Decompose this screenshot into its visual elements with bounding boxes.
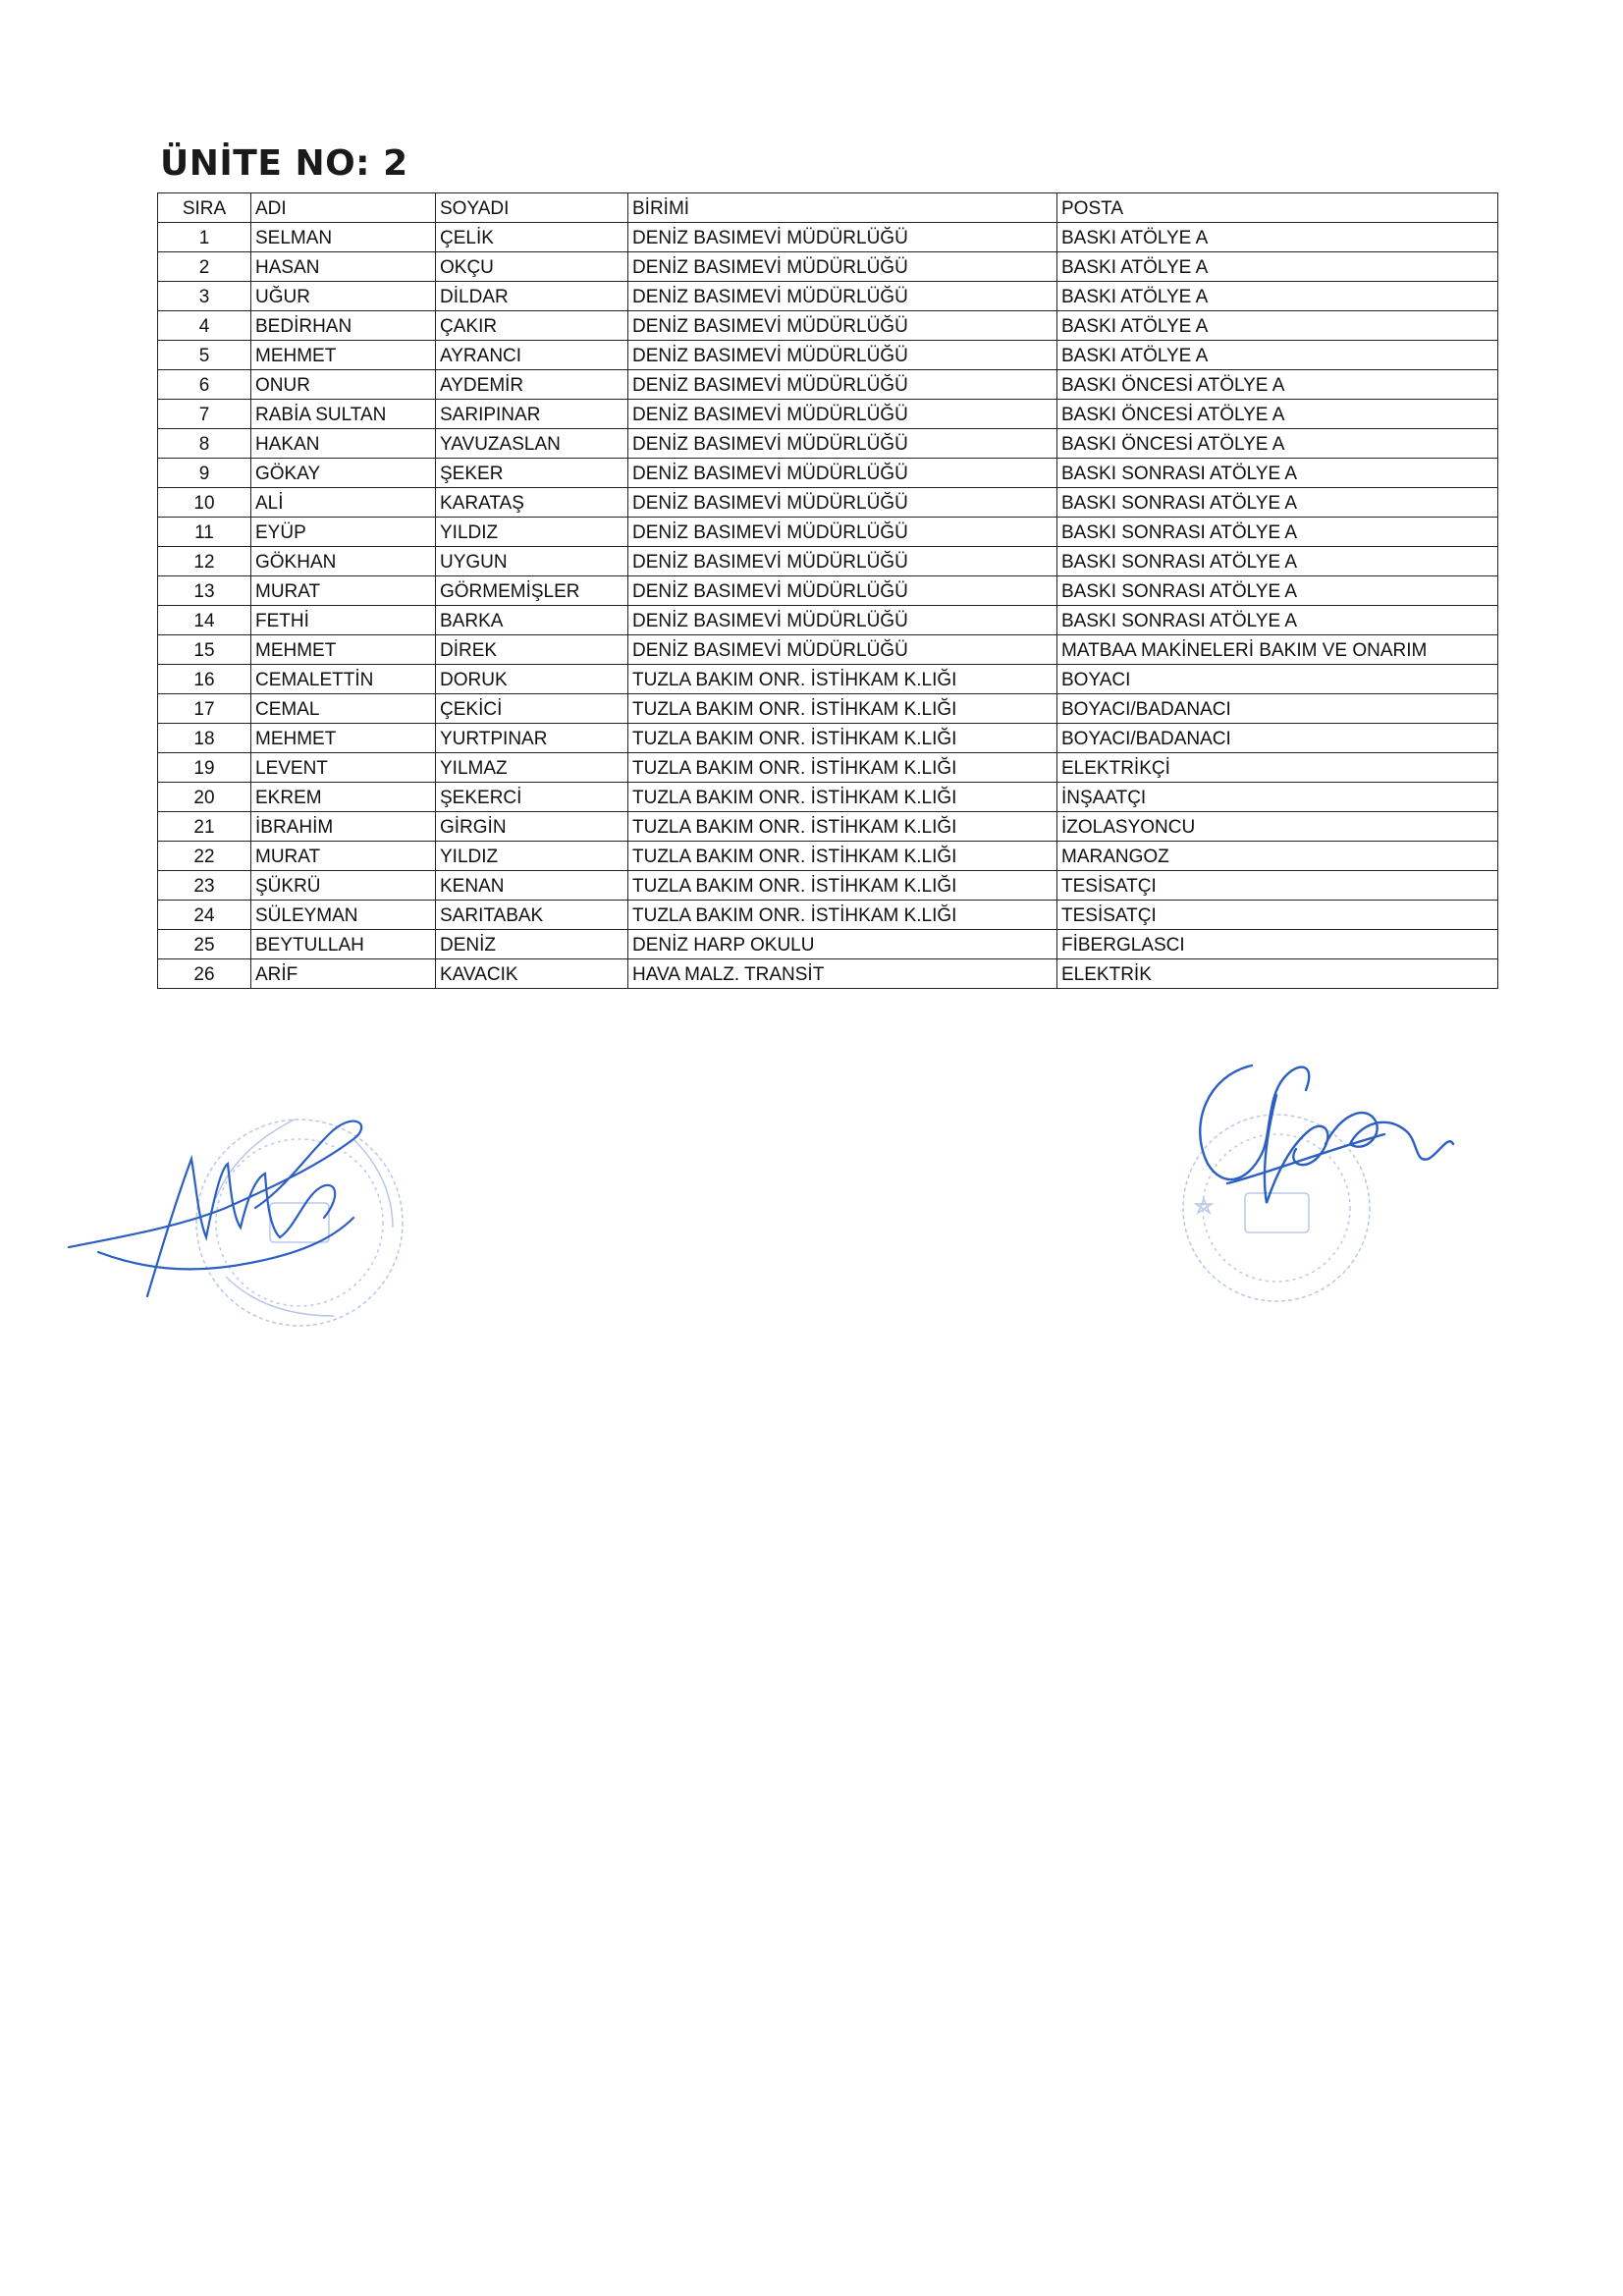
table-row	[158, 459, 1498, 488]
cell-sira: 4	[158, 311, 251, 341]
cell-adi: MEHMET	[251, 341, 436, 370]
cell-posta: ELEKTRİK	[1057, 959, 1498, 989]
cell-sira: 9	[158, 459, 251, 488]
cell-sira: 16	[158, 665, 251, 694]
cell-adi: GÖKHAN	[251, 547, 436, 576]
cell-posta: TESİSATÇI	[1057, 871, 1498, 901]
cell-birimi: TUZLA BAKIM ONR. İSTİHKAM K.LIĞI	[628, 665, 1057, 694]
cell-birimi: DENİZ BASIMEVİ MÜDÜRLÜĞÜ	[628, 223, 1057, 252]
cell-posta: BASKI SONRASI ATÖLYE A	[1057, 606, 1498, 635]
cell-posta: ELEKTRİKÇİ	[1057, 753, 1498, 783]
cell-adi: ALİ	[251, 488, 436, 518]
header-soyadi: SOYADI	[436, 193, 628, 223]
cell-sira: 12	[158, 547, 251, 576]
cell-posta: İZOLASYONCU	[1057, 812, 1498, 842]
table-row	[158, 488, 1498, 518]
table-row	[158, 311, 1498, 341]
cell-posta: BASKI ATÖLYE A	[1057, 223, 1498, 252]
cell-soyadi: ŞEKERCİ	[436, 783, 628, 812]
header-sira: SIRA	[158, 193, 251, 223]
cell-posta: BASKI ÖNCESİ ATÖLYE A	[1057, 370, 1498, 400]
cell-posta: BASKI ÖNCESİ ATÖLYE A	[1057, 429, 1498, 459]
cell-posta: BASKI ÖNCESİ ATÖLYE A	[1057, 400, 1498, 429]
cell-adi: UĞUR	[251, 282, 436, 311]
cell-adi: ONUR	[251, 370, 436, 400]
cell-sira: 11	[158, 518, 251, 547]
cell-sira: 2	[158, 252, 251, 282]
cell-soyadi: GÖRMEMİŞLER	[436, 576, 628, 606]
cell-posta: BOYACI/BADANACI	[1057, 694, 1498, 724]
left-signature-stamp	[59, 1080, 422, 1345]
cell-soyadi: ÇAKIR	[436, 311, 628, 341]
cell-birimi: TUZLA BAKIM ONR. İSTİHKAM K.LIĞI	[628, 694, 1057, 724]
cell-birimi: DENİZ BASIMEVİ MÜDÜRLÜĞÜ	[628, 488, 1057, 518]
header-birimi: BİRİMİ	[628, 193, 1057, 223]
cell-birimi: DENİZ HARP OKULU	[628, 930, 1057, 959]
cell-sira: 25	[158, 930, 251, 959]
table-row	[158, 812, 1498, 842]
right-signature-stamp	[1168, 1036, 1463, 1331]
cell-birimi: DENİZ BASIMEVİ MÜDÜRLÜĞÜ	[628, 606, 1057, 635]
cell-sira: 26	[158, 959, 251, 989]
table-row	[158, 518, 1498, 547]
cell-sira: 8	[158, 429, 251, 459]
table-row	[158, 783, 1498, 812]
cell-soyadi: AYDEMİR	[436, 370, 628, 400]
cell-soyadi: ÇEKİCİ	[436, 694, 628, 724]
cell-adi: MEHMET	[251, 635, 436, 665]
cell-posta: TESİSATÇI	[1057, 901, 1498, 930]
table-row	[158, 370, 1498, 400]
page-title: ÜNİTE NO: 2	[160, 143, 408, 184]
cell-adi: ARİF	[251, 959, 436, 989]
cell-birimi: TUZLA BAKIM ONR. İSTİHKAM K.LIĞI	[628, 901, 1057, 930]
cell-birimi: TUZLA BAKIM ONR. İSTİHKAM K.LIĞI	[628, 842, 1057, 871]
cell-adi: MURAT	[251, 842, 436, 871]
cell-sira: 17	[158, 694, 251, 724]
table-row	[158, 547, 1498, 576]
cell-sira: 6	[158, 370, 251, 400]
table-row	[158, 694, 1498, 724]
header-posta: POSTA	[1057, 193, 1498, 223]
cell-posta: BASKI SONRASI ATÖLYE A	[1057, 488, 1498, 518]
cell-soyadi: AYRANCI	[436, 341, 628, 370]
cell-birimi: HAVA MALZ. TRANSİT	[628, 959, 1057, 989]
cell-birimi: DENİZ BASIMEVİ MÜDÜRLÜĞÜ	[628, 547, 1057, 576]
cell-adi: MURAT	[251, 576, 436, 606]
cell-posta: MARANGOZ	[1057, 842, 1498, 871]
table-row	[158, 665, 1498, 694]
cell-birimi: DENİZ BASIMEVİ MÜDÜRLÜĞÜ	[628, 635, 1057, 665]
cell-soyadi: ŞEKER	[436, 459, 628, 488]
cell-birimi: TUZLA BAKIM ONR. İSTİHKAM K.LIĞI	[628, 753, 1057, 783]
table-row	[158, 959, 1498, 989]
cell-posta: MATBAA MAKİNELERİ BAKIM VE ONARIM	[1057, 635, 1498, 665]
cell-soyadi: DORUK	[436, 665, 628, 694]
cell-posta: BASKI ATÖLYE A	[1057, 311, 1498, 341]
cell-birimi: TUZLA BAKIM ONR. İSTİHKAM K.LIĞI	[628, 724, 1057, 753]
cell-birimi: DENİZ BASIMEVİ MÜDÜRLÜĞÜ	[628, 370, 1057, 400]
cell-birimi: DENİZ BASIMEVİ MÜDÜRLÜĞÜ	[628, 341, 1057, 370]
cell-soyadi: YAVUZASLAN	[436, 429, 628, 459]
cell-soyadi: GİRGİN	[436, 812, 628, 842]
roster-table	[157, 192, 1498, 989]
cell-birimi: DENİZ BASIMEVİ MÜDÜRLÜĞÜ	[628, 311, 1057, 341]
cell-adi: BEYTULLAH	[251, 930, 436, 959]
table-row	[158, 341, 1498, 370]
cell-birimi: DENİZ BASIMEVİ MÜDÜRLÜĞÜ	[628, 576, 1057, 606]
cell-sira: 1	[158, 223, 251, 252]
table-row	[158, 223, 1498, 252]
cell-soyadi: BARKA	[436, 606, 628, 635]
cell-birimi: DENİZ BASIMEVİ MÜDÜRLÜĞÜ	[628, 252, 1057, 282]
cell-birimi: DENİZ BASIMEVİ MÜDÜRLÜĞÜ	[628, 400, 1057, 429]
left-stamp-seal	[196, 1120, 403, 1326]
cell-adi: GÖKAY	[251, 459, 436, 488]
cell-adi: RABİA SULTAN	[251, 400, 436, 429]
right-stamp-seal	[1183, 1115, 1370, 1301]
cell-soyadi: OKÇU	[436, 252, 628, 282]
cell-birimi: TUZLA BAKIM ONR. İSTİHKAM K.LIĞI	[628, 871, 1057, 901]
cell-posta: BASKI ATÖLYE A	[1057, 252, 1498, 282]
cell-soyadi: YURTPINAR	[436, 724, 628, 753]
table-row	[158, 871, 1498, 901]
cell-sira: 10	[158, 488, 251, 518]
cell-posta: BASKI SONRASI ATÖLYE A	[1057, 518, 1498, 547]
cell-sira: 15	[158, 635, 251, 665]
cell-sira: 20	[158, 783, 251, 812]
cell-birimi: TUZLA BAKIM ONR. İSTİHKAM K.LIĞI	[628, 812, 1057, 842]
cell-sira: 13	[158, 576, 251, 606]
cell-soyadi: ÇELİK	[436, 223, 628, 252]
left-signature-ink	[69, 1121, 361, 1296]
cell-adi: SELMAN	[251, 223, 436, 252]
table-row	[158, 724, 1498, 753]
cell-posta: İNŞAATÇI	[1057, 783, 1498, 812]
cell-adi: CEMAL	[251, 694, 436, 724]
table-row	[158, 901, 1498, 930]
cell-birimi: DENİZ BASIMEVİ MÜDÜRLÜĞÜ	[628, 459, 1057, 488]
cell-posta: BOYACI/BADANACI	[1057, 724, 1498, 753]
table-row	[158, 842, 1498, 871]
cell-sira: 23	[158, 871, 251, 901]
cell-soyadi: SARIPINAR	[436, 400, 628, 429]
cell-adi: MEHMET	[251, 724, 436, 753]
cell-posta: BASKI ATÖLYE A	[1057, 282, 1498, 311]
cell-adi: EKREM	[251, 783, 436, 812]
cell-adi: FETHİ	[251, 606, 436, 635]
cell-soyadi: UYGUN	[436, 547, 628, 576]
cell-adi: HAKAN	[251, 429, 436, 459]
cell-sira: 24	[158, 901, 251, 930]
table-row	[158, 576, 1498, 606]
table-row	[158, 635, 1498, 665]
cell-soyadi: KAVACIK	[436, 959, 628, 989]
cell-soyadi: KENAN	[436, 871, 628, 901]
cell-adi: HASAN	[251, 252, 436, 282]
table-row	[158, 282, 1498, 311]
cell-soyadi: DİLDAR	[436, 282, 628, 311]
cell-posta: BOYACI	[1057, 665, 1498, 694]
cell-adi: EYÜP	[251, 518, 436, 547]
cell-adi: CEMALETTİN	[251, 665, 436, 694]
table-row	[158, 606, 1498, 635]
cell-soyadi: YILMAZ	[436, 753, 628, 783]
cell-birimi: DENİZ BASIMEVİ MÜDÜRLÜĞÜ	[628, 429, 1057, 459]
cell-sira: 21	[158, 812, 251, 842]
cell-adi: İBRAHİM	[251, 812, 436, 842]
cell-posta: BASKI SONRASI ATÖLYE A	[1057, 459, 1498, 488]
cell-posta: FİBERGLASCI	[1057, 930, 1498, 959]
cell-sira: 7	[158, 400, 251, 429]
table-body	[158, 223, 1498, 989]
cell-sira: 5	[158, 341, 251, 370]
cell-soyadi: YILDIZ	[436, 518, 628, 547]
cell-adi: ŞÜKRÜ	[251, 871, 436, 901]
table-header-row	[158, 193, 1498, 223]
cell-soyadi: YILDIZ	[436, 842, 628, 871]
cell-sira: 14	[158, 606, 251, 635]
table-row	[158, 930, 1498, 959]
cell-soyadi: SARITABAK	[436, 901, 628, 930]
cell-adi: LEVENT	[251, 753, 436, 783]
cell-soyadi: DİREK	[436, 635, 628, 665]
table-row	[158, 429, 1498, 459]
cell-soyadi: DENİZ	[436, 930, 628, 959]
cell-birimi: DENİZ BASIMEVİ MÜDÜRLÜĞÜ	[628, 518, 1057, 547]
cell-sira: 22	[158, 842, 251, 871]
cell-birimi: TUZLA BAKIM ONR. İSTİHKAM K.LIĞI	[628, 783, 1057, 812]
cell-birimi: DENİZ BASIMEVİ MÜDÜRLÜĞÜ	[628, 282, 1057, 311]
cell-posta: BASKI SONRASI ATÖLYE A	[1057, 547, 1498, 576]
cell-sira: 18	[158, 724, 251, 753]
cell-adi: BEDİRHAN	[251, 311, 436, 341]
cell-soyadi: KARATAŞ	[436, 488, 628, 518]
table-row	[158, 252, 1498, 282]
table-row	[158, 400, 1498, 429]
cell-adi: SÜLEYMAN	[251, 901, 436, 930]
cell-posta: BASKI SONRASI ATÖLYE A	[1057, 576, 1498, 606]
cell-sira: 3	[158, 282, 251, 311]
cell-sira: 19	[158, 753, 251, 783]
cell-posta: BASKI ATÖLYE A	[1057, 341, 1498, 370]
right-signature-ink	[1200, 1066, 1453, 1203]
table-row	[158, 753, 1498, 783]
header-adi: ADI	[251, 193, 436, 223]
